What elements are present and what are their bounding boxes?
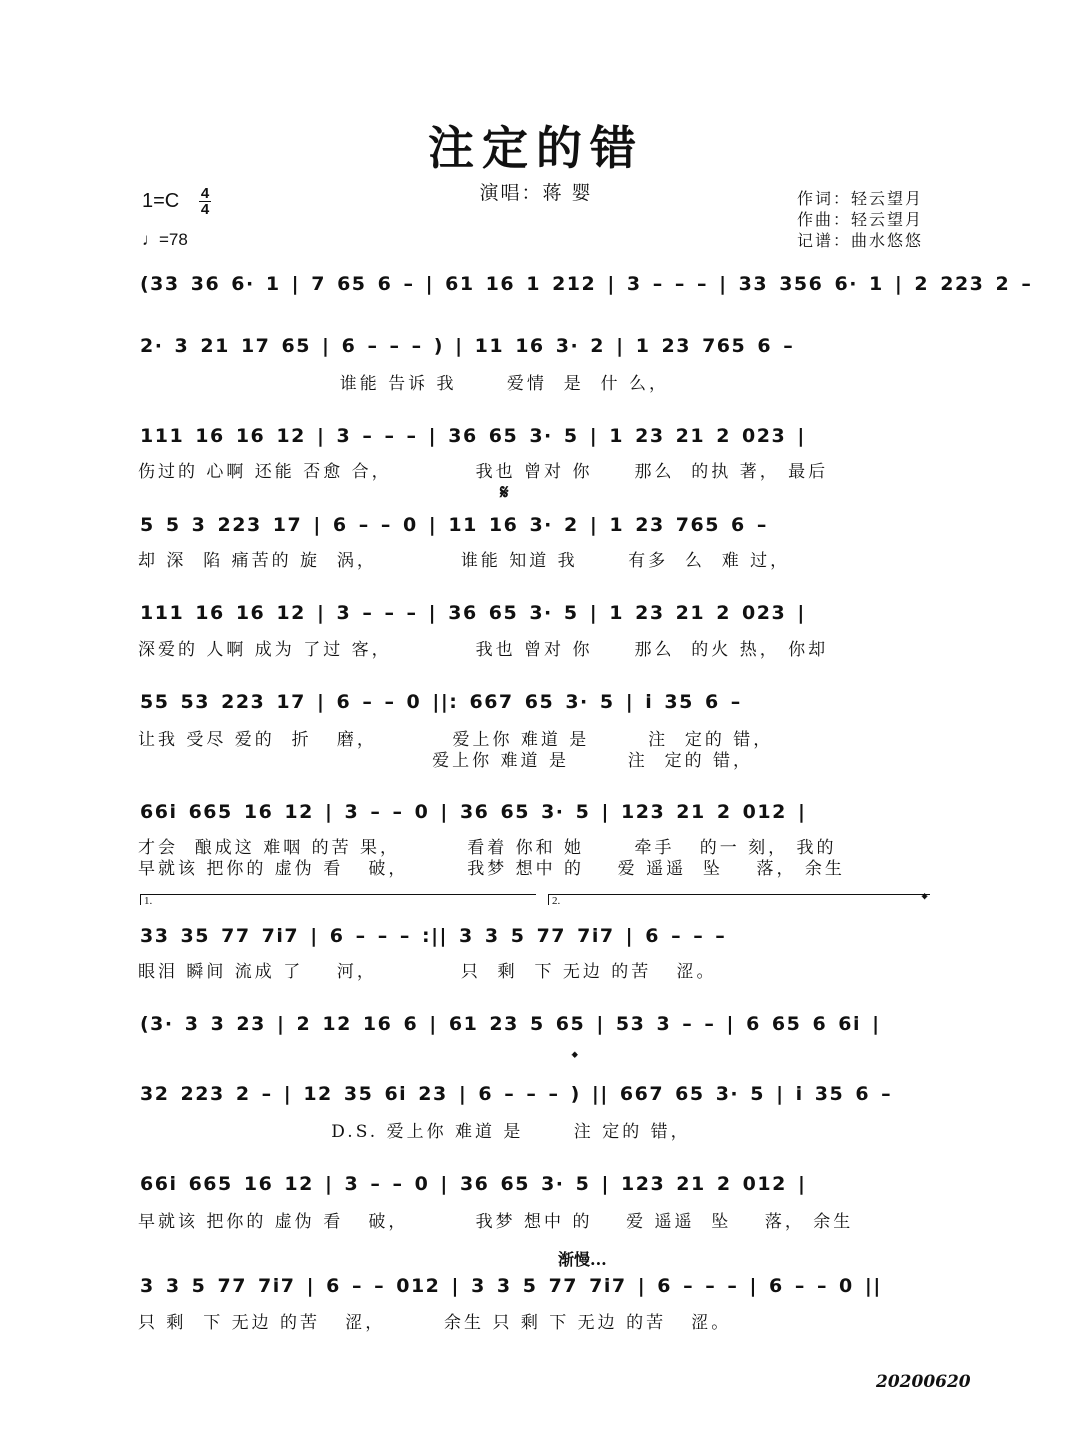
score-row-notes: 32 223 2 – | 12 35 6i 23 | 6 – – – ) || 667 65 3· 5 | i 35 6 –: [140, 1083, 893, 1105]
lyric-line-3: 却 深 陷 痛苦的 旋 涡， 谁能 知道 我 有多 么 难 过，: [138, 551, 791, 571]
coda-mark-top: 𝄌: [922, 890, 928, 908]
score-row-8: [140, 920, 935, 952]
score-row-1: [140, 268, 1033, 300]
lyric-line-4: 深爱的 人啊 成为 了过 客， 我也 曾对 你 那么 的火 热， 你却: [138, 640, 829, 660]
time-signature: [198, 186, 212, 217]
score-row-12: [140, 1270, 935, 1302]
score-row-notes: 55 53 223 17 | 6 – – 0 ||: 667 65 3· 5 | i 35 6 –: [140, 691, 742, 713]
volta-2: 2.: [548, 894, 930, 905]
score-row-9: [140, 1008, 935, 1040]
score-row-7: [140, 796, 935, 828]
score-row-10: [140, 1078, 935, 1110]
score-row-notes: (3· 3 3 23 | 2 12 16 6 | 61 23 5 65 | 53 3 – – | 6 65 6 6i |: [140, 1013, 881, 1035]
score-row-notes: 3 3 5 77 7i7 | 6 – – 012 | 3 3 5 77 7i7 | 6 – – – | 6 – – 0 ||: [140, 1275, 882, 1297]
time-signature-bottom: 4: [200, 201, 210, 218]
lyric-line-11: 早就该 把你的 虚伪 看 破， 我梦 想中 的 爱 遥遥 坠 落， 余生: [138, 1212, 854, 1232]
time-signature-top: 4: [200, 185, 210, 202]
transcription-date: 20200620: [876, 1372, 971, 1392]
lyricist-credit: 作词：轻云望月: [797, 189, 924, 208]
lyric-line-2: 伤过的 心啊 还能 否愈 合， 我也 曾对 你 那么 的执 著， 最后: [138, 462, 829, 482]
song-title: 注定的错: [428, 121, 644, 175]
score-row-notes: 66i 665 16 12 | 3 – – 0 | 36 65 3· 5 | 123 21 2 012 |: [140, 1173, 807, 1195]
lyric-line-12: 只 剩 下 无边 的苦 涩， 余生 只 剩 下 无边 的苦 涩。: [138, 1313, 732, 1333]
score-row-notes: 33 35 77 7i7 | 6 – – – :|| 3 3 5 77 7i7 | 6 – – –: [140, 925, 727, 947]
score-row-notes: 5 5 3 223 17 | 6 – – 0 | 11 16 3· 2 | 1 23 765 6 –: [140, 514, 768, 536]
score-row-notes: 111 16 16 12 | 3 – – – | 36 65 3· 5 | 1 23 21 2 023 |: [140, 602, 806, 624]
lyric-line-1: 谁能 告诉 我 爱情 是 什 么，: [138, 374, 669, 394]
performer-credit: 演唱：蒋 婴: [479, 182, 593, 204]
key-signature: 1=C: [142, 190, 180, 212]
lyric-line-10: D.S. 爱上你 难道 是 注 定的 错，: [138, 1122, 691, 1142]
score-row-6: [140, 686, 935, 718]
lyric-line-6: 爱上你 难道 是 注 定的 错，: [138, 751, 753, 771]
lyric-line-5: 让我 受尽 爱的 折 磨， 爱上你 难道 是 注 定的 错，: [138, 730, 774, 750]
transcriber-credit: 记谱：曲水悠悠: [797, 231, 924, 250]
score-row-notes: (33 36 6· 1 | 7 65 6 – | 61 16 1 212 | 3 – – – | 33 356 6· 1 | 2 223 2 –: [140, 273, 1033, 295]
credits-block: [797, 188, 923, 251]
segno-mark: 𝄋: [500, 480, 509, 504]
lyric-line-7: 才会 酿成这 难咽 的苦 果， 看着 你和 她 牵手 的一 刻， 我的: [138, 838, 837, 858]
score-row-notes: 111 16 16 12 | 3 – – – | 36 65 3· 5 | 1 23 21 2 023 |: [140, 425, 806, 447]
score-row-notes: 66i 665 16 12 | 3 – – 0 | 36 65 3· 5 | 123 21 2 012 |: [140, 801, 807, 823]
score-row-notes: 2· 3 21 17 65 | 6 – – – ) | 11 16 3· 2 | 1 23 765 6 –: [140, 335, 795, 357]
tempo-marking: ♩=78: [142, 230, 188, 249]
score-row-3: [140, 420, 935, 452]
volta-1: 1.: [140, 894, 536, 905]
ritardando-mark: 渐慢...: [558, 1250, 607, 1269]
score-row-5: [140, 597, 935, 629]
lyric-line-9: 眼泪 瞬间 流成 了 河， 只 剩 下 无边 的苦 涩。: [138, 962, 717, 982]
score-row-2: [140, 330, 935, 362]
score-row-4: [140, 509, 935, 541]
composer-credit: 作曲：轻云望月: [797, 210, 924, 229]
lyric-line-8: 早就该 把你的 虚伪 看 破， 我梦 想中 的 爱 遥遥 坠 落， 余生: [138, 859, 845, 879]
coda-mark: 𝄌: [572, 1048, 578, 1067]
score-row-11: [140, 1168, 935, 1200]
